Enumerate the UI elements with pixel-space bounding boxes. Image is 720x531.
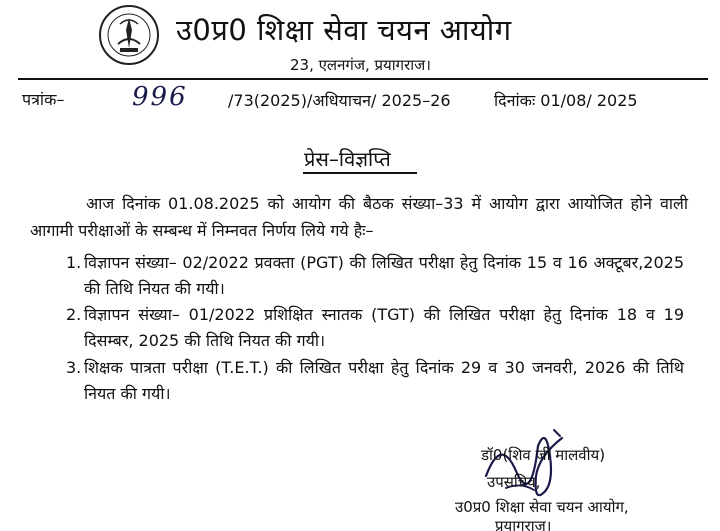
list-item	[66, 302, 684, 354]
list-item-text: विज्ञापन संख्या– 02/2022 प्रवक्ता (PGT) की लिखित परीक्षा हेतु दिनांक 15 व 16 अक्टूबर,2025 की तिथि नियत की गयी।	[84, 253, 684, 298]
list-item-number: 3.	[66, 358, 82, 377]
list-item-number: 2.	[66, 305, 82, 324]
signatory-name: डॉ0(शिव जी मालवीय)	[481, 446, 606, 464]
signatory-designation: उपसचिव,	[487, 473, 541, 491]
intro-paragraph	[30, 190, 688, 244]
signatory-organization: उ0प्र0 शिक्षा सेवा चयन आयोग,	[455, 498, 629, 516]
list-item	[66, 355, 684, 407]
issue-date: दिनांकः 01/08/ 2025	[494, 91, 638, 110]
reference-number-handwritten: 996	[132, 82, 188, 112]
list-item-text: शिक्षक पात्रता परीक्षा (T.E.T.) की लिखित परीक्षा हेतु दिनांक 29 व 30 जनवरी, 2026 की तिथि नियत की गयी।	[84, 358, 684, 403]
signatory-city: प्रयागराज।	[495, 517, 552, 531]
list-item-number: 1.	[66, 253, 82, 272]
list-item-text: विज्ञापन संख्या– 01/2022 प्रशिक्षित स्नातक (TGT) की लिखित परीक्षा हेतु दिनांक 18 व 19 दिसम्बर, 2025 की तिथि नियत की गयी।	[84, 305, 684, 350]
notice-title: प्रेस–विज्ञप्ति	[304, 147, 391, 171]
reference-label: पत्रांक–	[22, 90, 65, 109]
organization-address: 23, एलनगंज, प्रयागराज।	[290, 56, 431, 74]
organization-title: उ0प्र0 शिक्षा सेवा चयन आयोग	[176, 13, 512, 47]
intro-text: आज दिनांक 01.08.2025 को आयोग की बैठक संख्या–33 में आयोग द्वारा आयोजित होने वाली आगामी परीक्षाओं के सम्बन्ध में निम्नवत निर्णय लिये गये हैः–	[30, 194, 688, 240]
header-divider	[18, 78, 708, 80]
notice-title-underline	[303, 172, 417, 174]
reference-code: /73(2025)/अधियाचन/ 2025–26	[228, 91, 451, 110]
commission-seal-icon	[98, 4, 160, 66]
list-item	[66, 250, 684, 302]
